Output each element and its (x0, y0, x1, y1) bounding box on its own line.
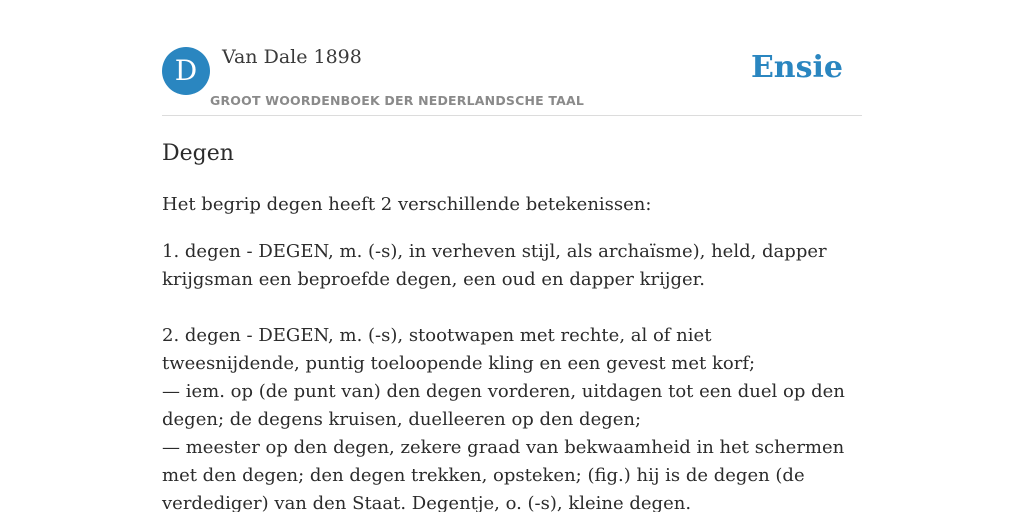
meaning-item (162, 238, 852, 294)
meaning-example: — iem. op (de punt van) den degen vorderen, uitdagen tot een duel op den degen; de degens kruisen, duelleeren op den degen; (162, 381, 845, 430)
meaning-text: 2. degen - DEGEN, m. (-s), stootwapen met rechte, al of niet tweesnijdende, puntig toeloopende kling en een gevest met korf; (162, 325, 756, 374)
dictionary-logo[interactable]: D (162, 47, 210, 95)
meaning-item (162, 322, 852, 512)
dictionary-subtitle: GROOT WOORDENBOEK DER NEDERLANDSCHE TAAL (210, 93, 585, 108)
entry-term: Degen (162, 141, 234, 166)
entry-content (162, 138, 852, 512)
site-header (162, 0, 862, 116)
dictionary-title[interactable]: Van Dale 1898 (222, 46, 362, 68)
meaning-list (162, 238, 852, 512)
meaning-example: — meester op den degen, zekere graad van bekwaamheid in het schermen met den degen; den degen trekken, opsteken; (fig.) hij is de degen (de verdediger) van den Staat. Degentje, o. (-s), kleine degen. (162, 437, 845, 512)
meaning-text: 1. degen - DEGEN, m. (-s), in verheven stijl, als archaïsme), held, dapper krijgsman een beproefde degen, een oud en dapper krijger. (162, 241, 827, 290)
brand-logo[interactable]: Ensie (750, 50, 843, 85)
entry-intro: Het begrip degen heeft 2 verschillende betekenissen: (162, 194, 652, 215)
